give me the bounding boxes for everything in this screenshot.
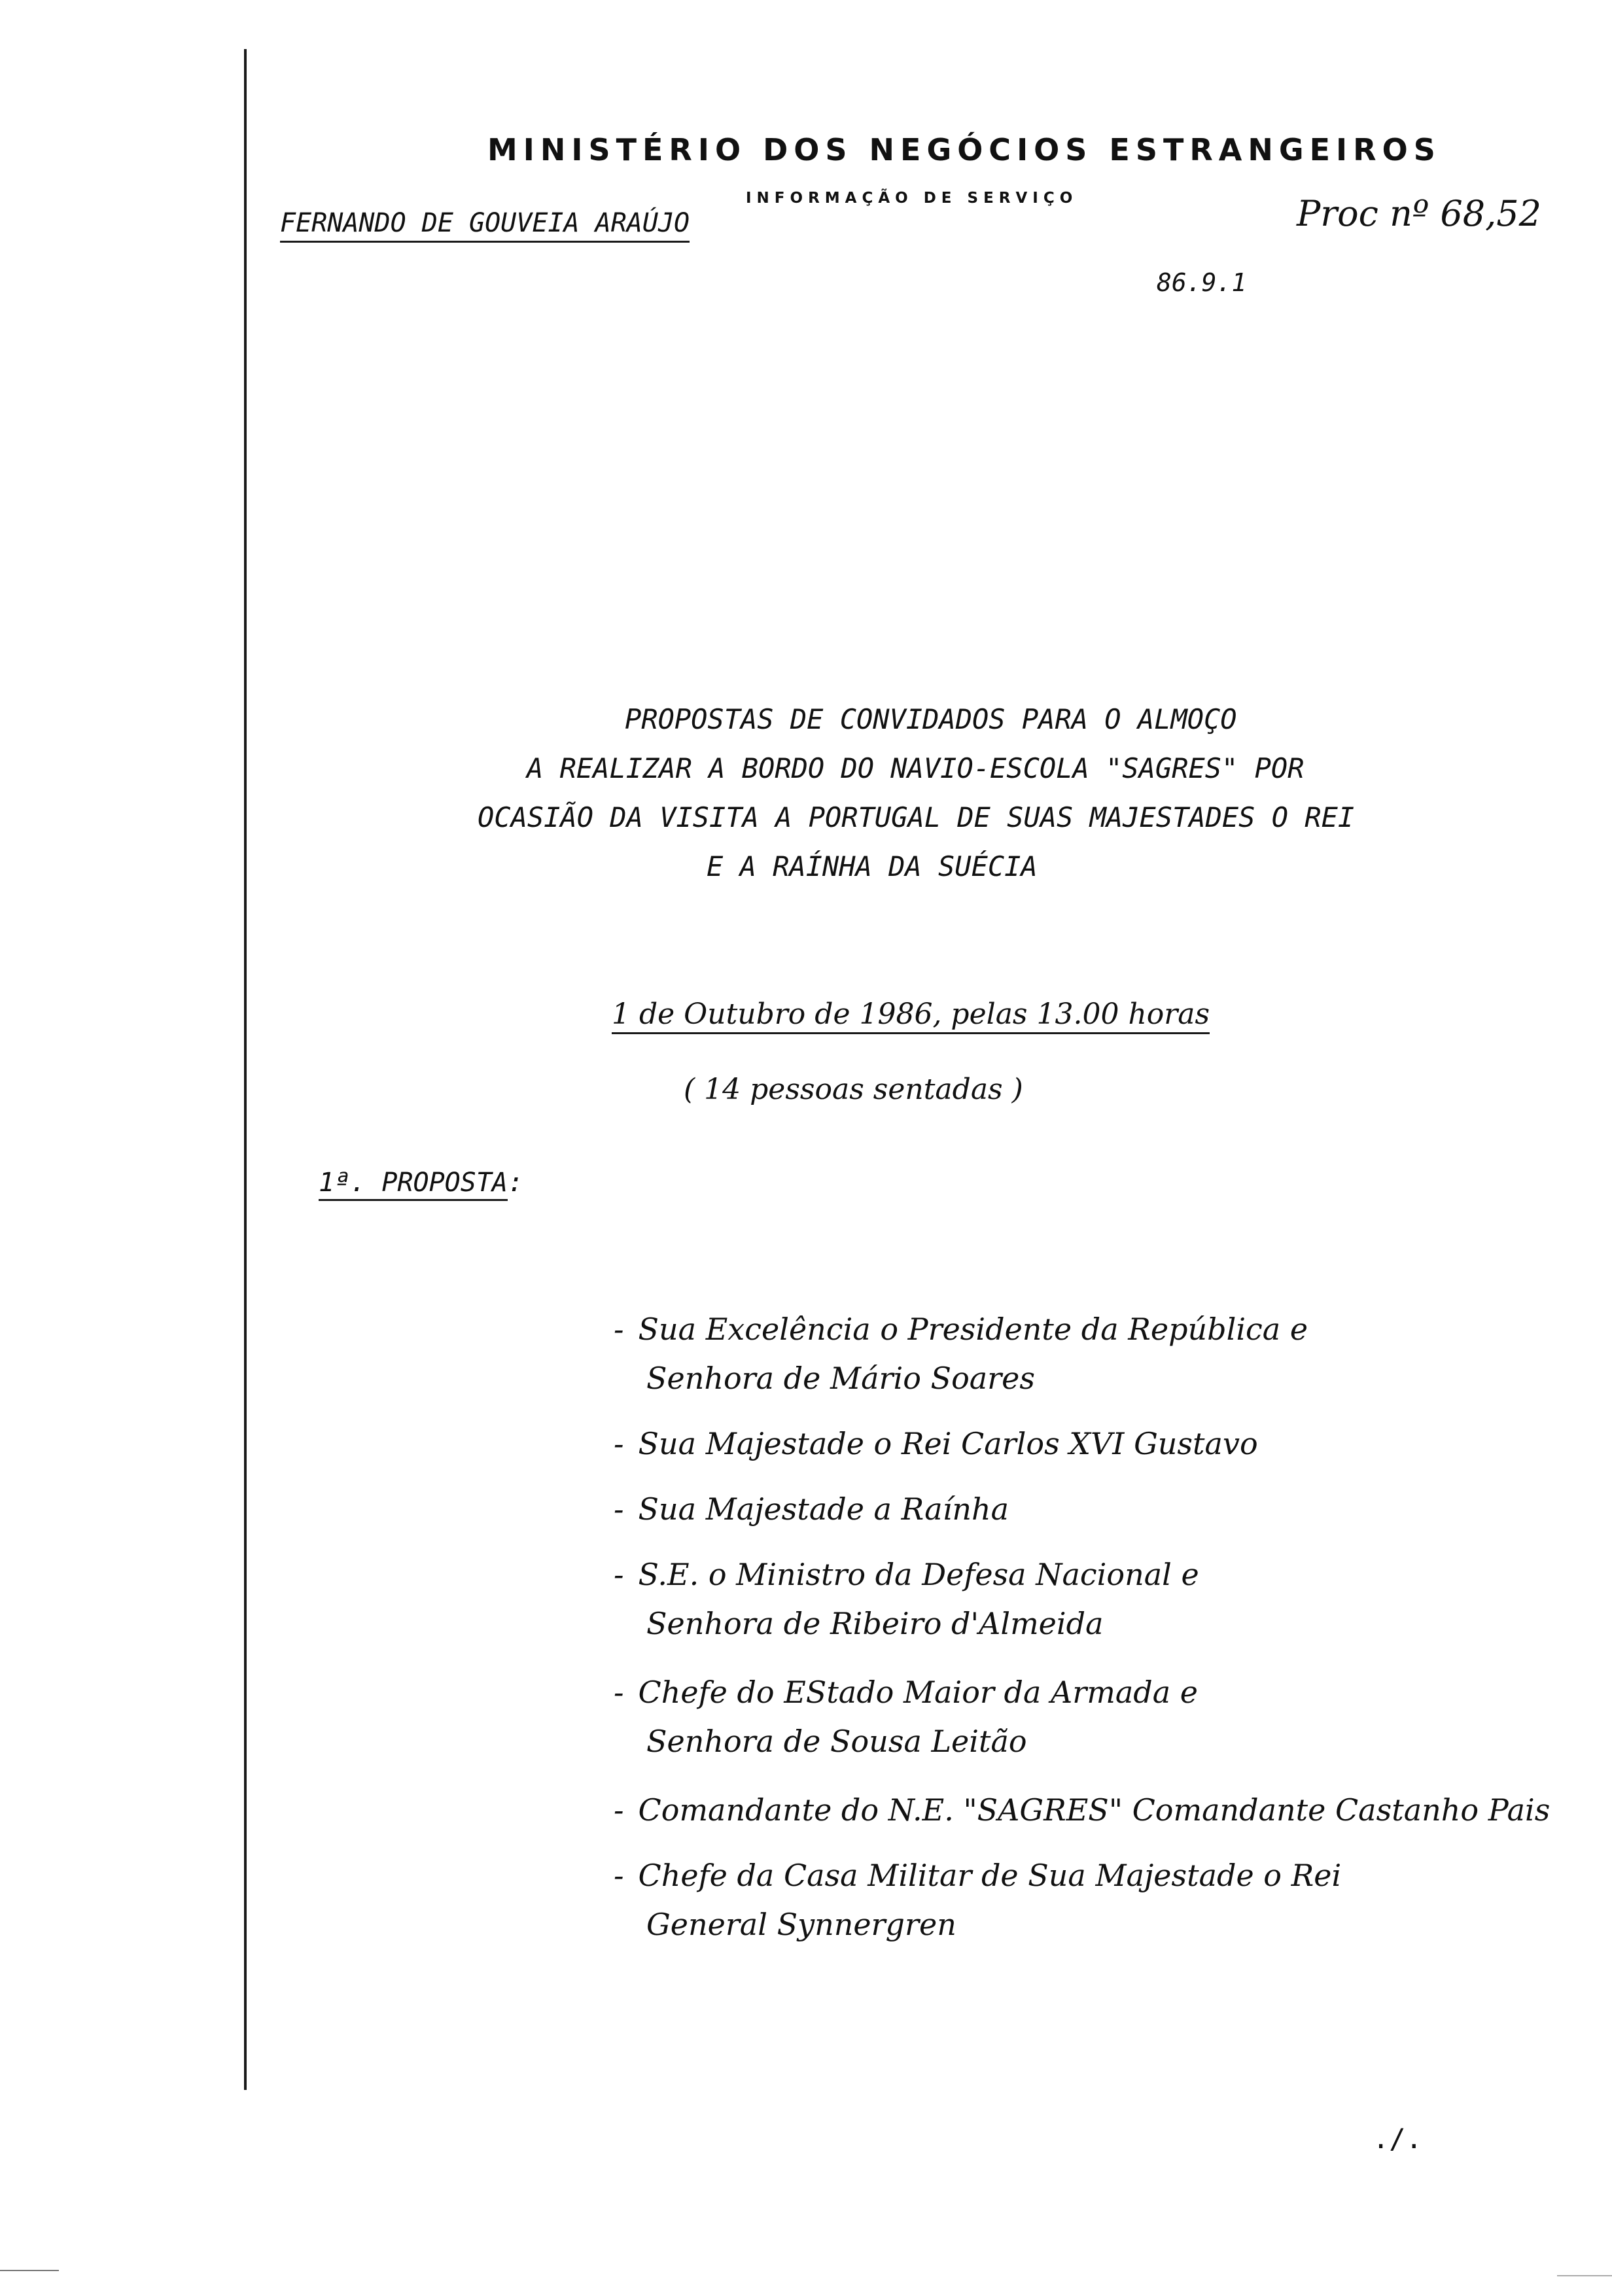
process-number: Proc nº 68,52 [1297,193,1541,234]
guest-text: Chefe da Casa Militar de Sua Majestade o Rei [638,1858,1342,1893]
continuation-mark: ./. [1373,2123,1422,2155]
guest-6-line-1 [614,1792,1550,1828]
guest-3-line-1 [614,1491,1009,1527]
reference-number: 86.9.1 [1157,268,1247,297]
proposal-heading [319,1168,523,1198]
list-dash: - [614,1792,624,1828]
guest-4-line-2: Senhora de Ribeiro d'Almeida [646,1606,1104,1641]
scan-artifact-line [1557,2275,1612,2276]
proposal-colon: : [507,1168,524,1198]
guest-1-line-1 [614,1312,1308,1347]
scan-artifact-line [0,2270,59,2271]
guest-text: Sua Excelência o Presidente da República e [638,1312,1308,1347]
list-dash: - [614,1557,624,1592]
ministry-heading: MINISTÉRIO DOS NEGÓCIOS ESTRANGEIROS [487,132,1441,167]
guest-text: S.E. o Ministro da Defesa Nacional e [638,1557,1199,1592]
title-line-1: PROPOSTAS DE CONVIDADOS PARA O ALMOÇO [625,703,1237,735]
guest-1-line-2: Senhora de Mário Soares [646,1361,1036,1396]
list-dash: - [614,1491,624,1527]
title-line-4: E A RAÍNHA DA SUÉCIA [707,850,1038,882]
guest-7-line-1 [614,1858,1341,1893]
guest-5-line-1 [614,1675,1198,1710]
title-line-3: OCASIÃO DA VISITA A PORTUGAL DE SUAS MAJESTADES O REI [478,801,1355,833]
title-line-2: A REALIZAR A BORDO DO NAVIO-ESCOLA "SAGRES" POR [527,752,1305,784]
guest-text: Sua Majestade a Raínha [638,1491,1009,1527]
list-dash: - [614,1426,624,1461]
event-date: 1 de Outubro de 1986, pelas 13.00 horas [612,998,1210,1034]
left-margin-rule [244,49,247,2090]
author-name: FERNANDO DE GOUVEIA ARAÚJO [280,208,690,243]
proposal-label: 1ª. PROPOSTA [319,1168,508,1201]
guest-7-line-2: General Synnergren [646,1907,956,1942]
list-dash: - [614,1312,624,1347]
guest-4-line-1 [614,1557,1199,1592]
guest-5-line-2: Senhora de Sousa Leitão [646,1724,1027,1759]
guest-text: Sua Majestade o Rei Carlos XVI Gustavo [638,1426,1258,1461]
guest-text: Chefe do EStado Maior da Armada e [638,1675,1198,1710]
list-dash: - [614,1675,624,1710]
list-dash: - [614,1858,624,1893]
guest-text: Comandante do N.E. "SAGRES" Comandante Castanho Pais [638,1792,1551,1828]
seated-persons-count: ( 14 pessoas sentadas ) [684,1073,1023,1106]
guest-2-line-1 [614,1426,1258,1461]
service-subheading: INFORMAÇÃO DE SERVIÇO [746,190,1078,207]
